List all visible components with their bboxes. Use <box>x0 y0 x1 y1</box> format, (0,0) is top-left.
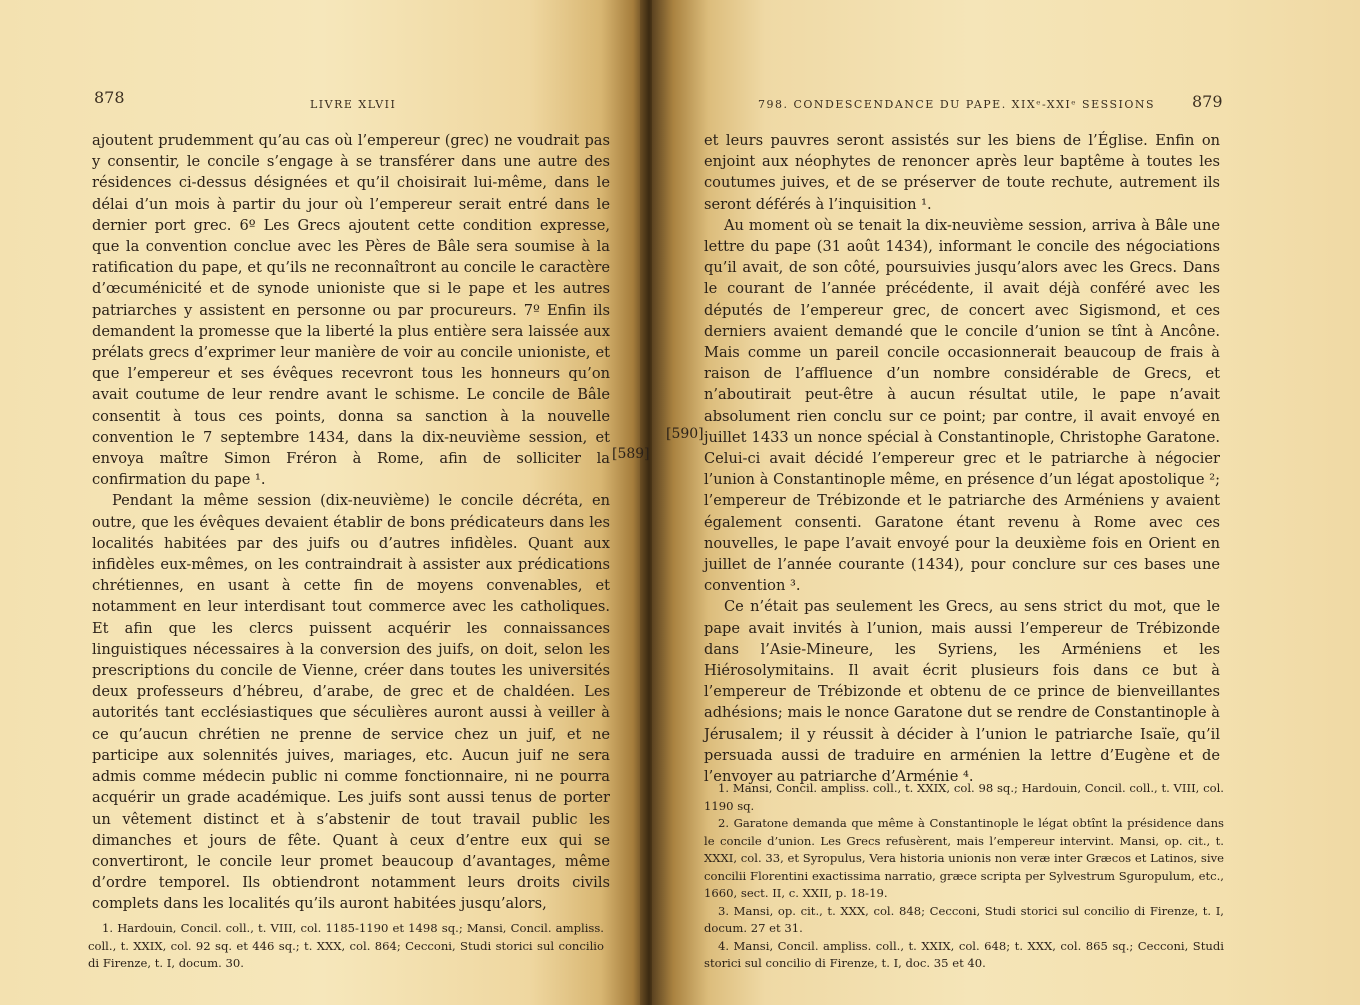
footnotes <box>88 920 604 973</box>
margin-reference: [590] <box>666 426 704 442</box>
margin-reference: [589] <box>612 446 650 462</box>
footnotes <box>704 780 1224 973</box>
paragraph: Au moment où se tenait la dix-neuvième session, arriva à Bâle une lettre du pape (31 août 1434), informant le concile des négociations qu’il avait, de son côté, poursuivies jusqu’alors avec les Grecs. Dans le courant de l’année précédente, il avait déjà conféré avec les députés de l’empereur grec, de concert avec Sigismond, et ces derniers avaient demandé que le concile d’union se tînt à Ancône. Mais comme un pareil concile occasionnerait beaucoup de frais à raison de l’affluence d’un nombre considérable de Grecs, et n’aboutirait peut-être à aucun résultat utile, le pape n’avait absolument rien conclu sur ce point; par contre, il avait envoyé en juillet 1433 un nonce spécial à Constantinople, Christophe Garatone. Celui-ci avait décidé l’empereur grec et le patriarche à négocier l’union à Constantinople même, en présence d’un légat apostolique ²; l’empereur de Trébizonde et le patriarche des Arméniens y avaient également consenti. Garatone étant revenu à Rome avec ces nouvelles, le pape l’avait envoyé pour la deuxième fois en Orient en juillet de l’année courante (1434), pour conclure sur ces bases une convention ³. <box>704 216 1220 595</box>
page-number: 879 <box>1192 92 1223 111</box>
paragraph: Pendant la même session (dix-neuvième) le concile décréta, en outre, que les évêques devaient établir de bons prédicateurs dans les localités habitées par des juifs ou d’autres infidèles. Quant aux infidèles eux-mêmes, on les contraindrait à assister aux prédications chrétiennes, en usant à cette fin de moyens convenables, et notamment en leur interdisant tout commerce avec les catholiques. Et afin que les clercs puissent acquérir les connaissances linguistiques nécessaires à la conversion des juifs, on doit, selon les prescriptions du concile de Vienne, créer dans toutes les universités deux professeurs d’hébreu, d’arabe, de grec et de chaldéen. Les autorités tant ecclésiastiques que séculières auront aussi à veiller à ce qu’aucun chrétien ne prenne de service chez un juif, et ne participe aux solennités juives, mariages, etc. Aucun juif ne sera admis comme médecin public ni comme fonctionnaire, ni ne pourra acquérir un grade académique. Les juifs sont aussi tenus de porter un vêtement distinct et à s’abstenir de tout travail public les dimanches et jours de fête. Quant à ceux d’entre eux qui se convertiront, le concile leur promet beaucoup d’avantages, même d’ordre temporel. Ils obtiendront notamment leurs droits civils complets dans les localités qu’ils auront habitées jusqu’alors, <box>92 492 610 913</box>
right-page <box>652 0 1360 1005</box>
running-head: 798. CONDESCENDANCE DU PAPE. XIXᵉ-XXIᵉ SESSIONS <box>758 98 1156 111</box>
main-text <box>92 130 610 915</box>
footnote: 1. Hardouin, Concil. coll., t. VIII, col. 1185-1190 et 1498 sq.; Mansi, Concil. ampliss. coll., t. XXIX, col. 92 sq. et 446 sq.; t. XXX, col. 864; Cecconi, Studi storici sul concilio di Firenze, t. I, docum. 30. <box>88 921 604 970</box>
paragraph: ajoutent prudemment qu’au cas où l’empereur (grec) ne voudrait pas y consentir, le concile s’engage à se transférer dans une autre des résidences ci-dessus désignées et qu’il choisirait lui-même, dans le délai d’un mois à partir du jour où l’empereur serait entré dans le dernier port grec. 6º Les Grecs ajoutent cette condition expresse, que la convention conclue avec les Pères de Bâle sera soumise à la ratification du pape, et qu’ils ne reconnaîtront au concile le caractère d’œcuménicité et de synode unioniste que si le pape et les autres patriarches y assistent en personne ou par procureurs. 7º Enfin ils demandent la promesse que la liberté la plus entière sera laissée aux prélats grecs d’exprimer leur manière de voir au concile unioniste, et que l’empereur et ses évêques recevront tous les honneurs qu’on avait coutume de leur rendre avant le schisme. Le concile de Bâle consentit à tous ces points, donna sa sanction à la nouvelle convention le 7 septembre 1434, dans la dix-neuvième session, et envoya maître Simon Fréron à Rome, afin de solliciter la confirmation du pape ¹. <box>92 132 610 489</box>
footnote: 1. Mansi, Concil. ampliss. coll., t. XXIX, col. 98 sq.; Hardouin, Concil. coll., t. VIII, col. 1190 sq. <box>704 781 1224 813</box>
left-page <box>0 0 646 1005</box>
running-head: LIVRE XLVII <box>310 98 397 111</box>
footnote: 4. Mansi, Concil. ampliss. coll., t. XXIX, col. 648; t. XXX, col. 865 sq.; Cecconi, Studi storici sul concilio di Firenze, t. I, doc. 35 et 40. <box>704 938 1224 970</box>
paragraph: Ce n’était pas seulement les Grecs, au sens strict du mot, que le pape avait invités à l’union, mais aussi l’empereur de Trébizonde dans l’Asie-Mineure, les Syriens, les Arméniens et les Hiérosolymitains. Il avait écrit plusieurs fois dans ce but à l’empereur de Trébizonde et obtenu de ce prince de bienveillantes adhésions; mais le nonce Garatone dut se rendre de Constantinople à Jérusalem; il y réussit à décider à l’union le patriarche Isaïe, qu’il persuada aussi de traduire en arménien la lettre d’Eugène et de l’envoyer au patriarche d’Arménie ⁴. <box>704 598 1220 786</box>
main-text <box>704 130 1220 787</box>
footnote: 2. Garatone demanda que même à Constantinople le légat obtînt la présidence dans le concile d’union. Les Grecs refusèrent, mais l’empereur intervint. Mansi, op. cit., t. XXXI, col. 33, et Syropulus, Vera historia unionis non veræ inter Græcos et Latinos, sive concilii Florentini exactissima narratio, græce scripta per Sylvestrum Sguropulum, etc., 1660, sect. II, c. XXII, p. 18-19. <box>704 816 1224 900</box>
page-number: 878 <box>94 88 125 107</box>
paragraph: et leurs pauvres seront assistés sur les biens de l’Église. Enfin on enjoint aux néophytes de renoncer après leur baptême à toutes les coutumes juives, et de se préserver de toute rechute, autrement ils seront déférés à l’inquisition ¹. <box>704 132 1220 213</box>
footnote: 3. Mansi, op. cit., t. XXX, col. 848; Cecconi, Studi storici sul concilio di Firenze, t. I, docum. 27 et 31. <box>704 903 1224 935</box>
